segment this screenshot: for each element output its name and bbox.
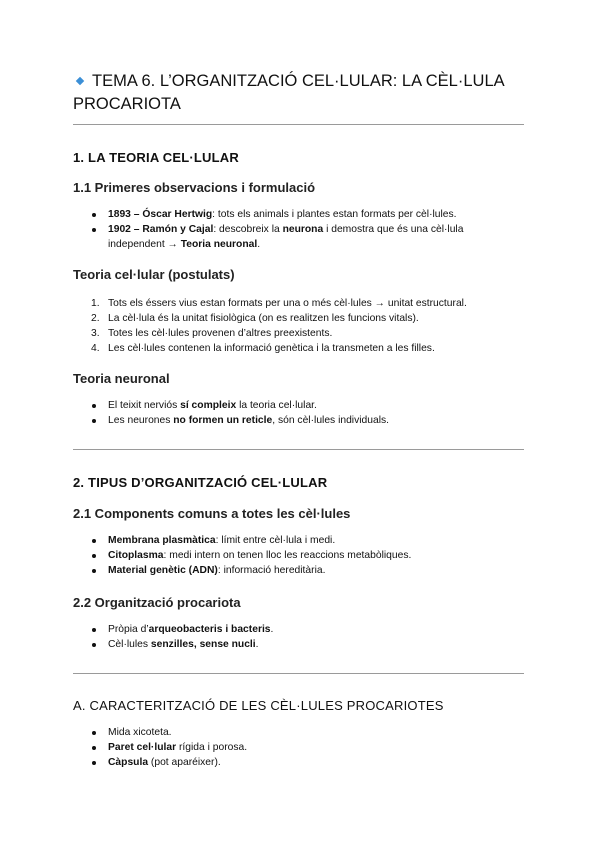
- page-title-text: TEMA 6. L’ORGANITZACIÓ CEL·LULAR: LA CÈL·LULA PROCARIOTA: [73, 72, 504, 113]
- list-item: Càpsula (pot aparéixer).: [73, 755, 513, 770]
- diamond-icon: [76, 76, 84, 84]
- list-item: El teixit nerviós sí compleix la teoria cel·lular.: [73, 398, 513, 413]
- divider: [73, 673, 524, 674]
- list-item: 4. Les cèl·lules contenen la informació genètica i la transmeten a les filles.: [91, 343, 435, 354]
- observations-list: [73, 207, 513, 252]
- list-item: Cèl·lules senzilles, sense nucli.: [73, 637, 513, 652]
- list-item: 2. La cèl·lula és la unitat fisiològica (on es realitzen les funcions vitals).: [91, 313, 419, 324]
- list-item: Pròpia d’arqueobacteris i bacteris.: [73, 622, 513, 637]
- subsection-heading-postulates: Teoria cel·lular (postulats): [73, 267, 235, 282]
- section-heading-a: A. CARACTERITZACIÓ DE LES CÈL·LULES PROCARIOTES: [73, 698, 444, 713]
- section-heading-2: 2. TIPUS D’ORGANITZACIÓ CEL·LULAR: [73, 475, 328, 490]
- subsection-heading-neuronal: Teoria neuronal: [73, 371, 170, 386]
- list-item: Citoplasma: medi intern on tenen lloc les reaccions metabòliques.: [73, 548, 513, 563]
- divider: [73, 449, 524, 450]
- components-list: [73, 533, 513, 578]
- list-item: 1902 – Ramón y Cajal: descobreix la neurona i demostra que és una cèl·lula independent → Teoria neuronal.: [73, 222, 513, 252]
- subsection-heading-2-2: 2.2 Organització procariota: [73, 595, 241, 610]
- list-item: Les neurones no formen un reticle, són cèl·lules individuals.: [73, 413, 513, 428]
- list-item: Membrana plasmàtica: límit entre cèl·lula i medi.: [73, 533, 513, 548]
- list-item: Mida xicoteta.: [73, 725, 513, 740]
- characteristics-list: [73, 725, 513, 770]
- list-item: 1. Tots els éssers vius estan formats per una o més cèl·lules → unitat estructural.: [91, 298, 467, 309]
- postulates-list: [73, 296, 533, 356]
- section-heading-1: 1. LA TEORIA CEL·LULAR: [73, 150, 239, 165]
- list-item: Paret cel·lular rígida i porosa.: [73, 740, 513, 755]
- subsection-heading-2-1: 2.1 Components comuns a totes les cèl·lules: [73, 506, 351, 521]
- prokaryote-list: [73, 622, 513, 652]
- neuronal-list: [73, 398, 513, 428]
- list-item: 3. Totes les cèl·lules provenen d’altres preexistents.: [91, 328, 333, 339]
- subsection-heading-1-1: 1.1 Primeres observacions i formulació: [73, 180, 316, 195]
- list-item: Material genètic (ADN): informació hereditària.: [73, 563, 513, 578]
- page-title: [73, 70, 533, 116]
- list-item: 1893 – Óscar Hertwig: tots els animals i plantes estan formats per cèl·lules.: [73, 207, 513, 222]
- divider: [73, 124, 524, 125]
